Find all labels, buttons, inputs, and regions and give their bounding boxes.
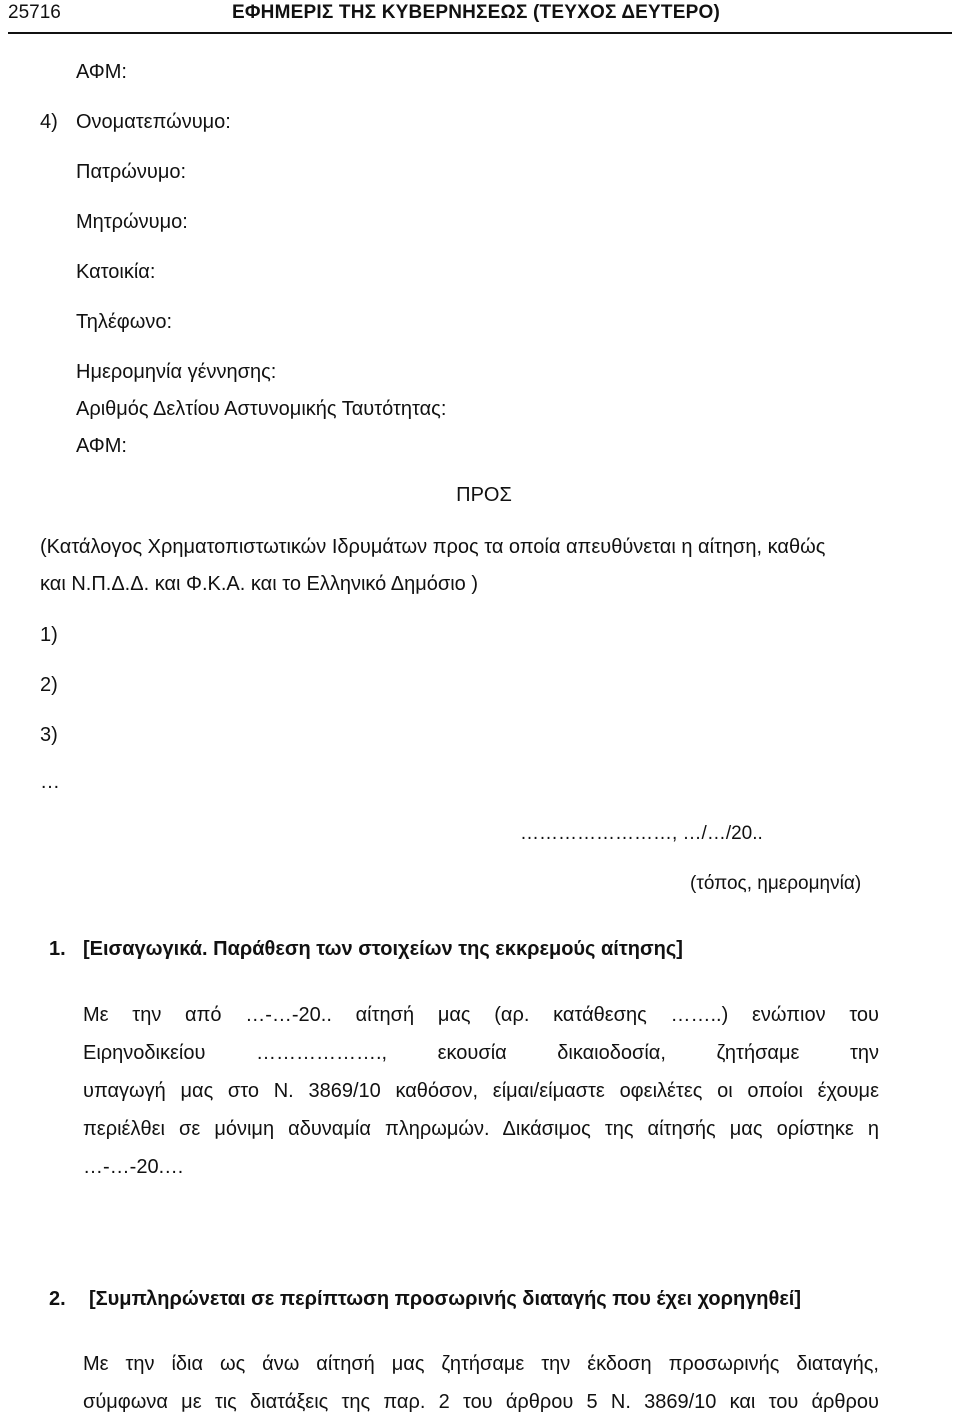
section-1-line-1: Με την από …-…-20.. αίτησή μας (αρ. κατάθεσης ……..) ενώπιον του <box>83 1004 879 1026</box>
birth-date-label: Ημερομηνία γέννησης: <box>76 361 277 383</box>
afm-label-top: ΑΦΜ: <box>76 61 127 83</box>
section-1-line-3: υπαγωγή μας στο Ν. 3869/10 καθόσον, είμαι/είμαστε οφειλέτες οι οποίοι έχουμε <box>83 1080 879 1102</box>
full-name-label: Ονοματεπώνυμο: <box>76 111 231 133</box>
recipients-catalog-line-2: και Ν.Π.Δ.Δ. και Φ.Κ.Α. και το Ελληνικό Δημόσιο ) <box>40 573 478 595</box>
father-name-label: Πατρώνυμο: <box>76 161 187 183</box>
section-1-number: 1. <box>49 938 66 960</box>
section-1-line-4: περιέλθει σε μόνιμη αδυναμία πληρωμών. Δικάσιμος της αίτησής μας ορίστηκε η <box>83 1118 879 1140</box>
mother-name-label: Μητρώνυμο: <box>76 211 188 233</box>
recipient-item-2: 2) <box>40 674 58 696</box>
recipient-item-1: 1) <box>40 624 58 646</box>
place-date-value: ……………………, …/…/20.. <box>520 823 763 844</box>
section-2-title: [Συμπληρώνεται σε περίπτωση προσωρινής διαταγής που έχει χορηγηθεί] <box>89 1288 802 1310</box>
applicant-number: 4) <box>40 111 58 133</box>
section-2-line-2: σύμφωνα με τις διατάξεις της παρ. 2 του άρθρου 5 Ν. 3869/10 και του άρθρου <box>83 1391 879 1413</box>
section-2-number: 2. <box>49 1288 66 1310</box>
recipients-title: ΠΡΟΣ <box>456 484 512 506</box>
recipients-catalog-line-1: (Κατάλογος Χρηματοπιστωτικών Ιδρυμάτων προς τα οποία απευθύνεται η αίτηση, καθώς <box>40 536 826 558</box>
section-1-line-2: Ειρηνοδικείου ………………., εκουσία δικαιοδοσία, ζητήσαμε την <box>83 1042 879 1064</box>
recipient-item-ellipsis: … <box>40 771 60 793</box>
residence-label: Κατοικία: <box>76 261 156 283</box>
header-divider <box>8 32 952 34</box>
id-number-label: Αριθμός Δελτίου Αστυνομικής Ταυτότητας: <box>76 398 447 420</box>
section-1-title: [Εισαγωγικά. Παράθεση των στοιχείων της εκκρεμούς αίτησης] <box>83 938 683 960</box>
section-2-line-1: Με την ίδια ως άνω αίτησή μας ζητήσαμε την έκδοση προσωρινής διαταγής, <box>83 1353 879 1375</box>
afm-label: ΑΦΜ: <box>76 435 127 457</box>
place-date-label: (τόπος, ημερομηνία) <box>690 873 862 894</box>
gazette-title: ΕΦΗΜΕΡΙΣ ΤΗΣ ΚΥΒΕΡΝΗΣΕΩΣ (ΤΕΥΧΟΣ ΔΕΥΤΕΡΟ) <box>232 2 720 23</box>
section-1-line-5: …-…-20.… <box>83 1156 185 1178</box>
phone-label: Τηλέφωνο: <box>76 311 173 333</box>
page-number: 25716 <box>8 2 61 23</box>
recipient-item-3: 3) <box>40 724 58 746</box>
